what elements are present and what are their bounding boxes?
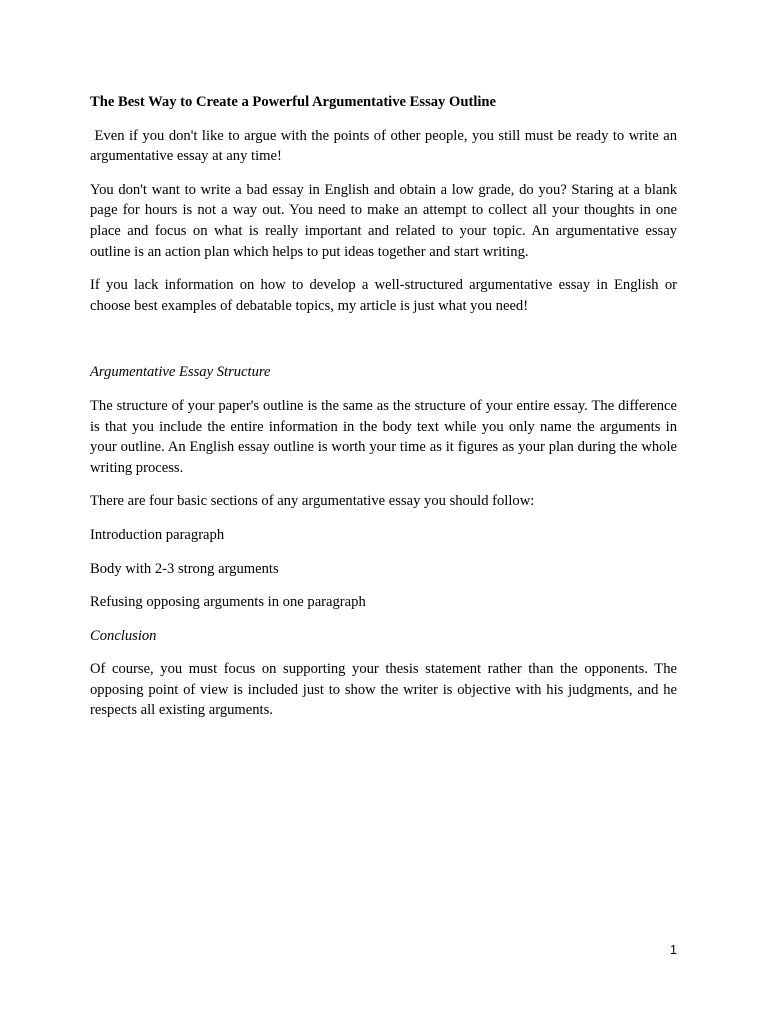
- section-paragraph: The structure of your paper's outline is the same as the structure of your entire essay. The difference is that you include the entire information in the body text while you only name the arguments in your outline. An English essay outline is worth your time as it figures as your plan during the whole writing process.: [90, 397, 677, 476]
- body-paragraph: If you lack information on how to develop a well-structured argumentative essay in English or choose best examples of debatable topics, my article is just what you need!: [90, 277, 677, 314]
- list-item-introduction: Introduction paragraph: [90, 526, 225, 543]
- list-item-conclusion: Conclusion: [90, 627, 157, 644]
- intro-paragraph: Even if you don't like to argue with the points of other people, you still must be ready to write an argumentative essay at any time!: [90, 127, 681, 165]
- list-item-body: Body with 2-3 strong arguments: [90, 560, 279, 577]
- section-heading: Argumentative Essay Structure: [90, 364, 271, 381]
- page-content: [90, 92, 681, 734]
- body-paragraph: You don't want to write a bad essay in English and obtain a low grade, do you? Staring at a blank page for hours is not a way out. You need to make an attempt to collect all your thoughts in one place and focus on what is really important and related to your topic. An argumentative essay outline is an action plan which helps to put ideas together and start writing.: [90, 181, 677, 260]
- section-paragraph: There are four basic sections of any argumentative essay you should follow:: [90, 493, 535, 510]
- closing-paragraph: Of course, you must focus on supporting your thesis statement rather than the opponents. The opposing point of view is included just to show the writer is objective with his judgments, and he respects all existing arguments.: [90, 661, 677, 719]
- document-title: The Best Way to Create a Powerful Argumentative Essay Outline: [90, 94, 497, 110]
- page-number: 1: [670, 943, 677, 957]
- list-item-refusing: Refusing opposing arguments in one paragraph: [90, 594, 366, 611]
- blank-line: [90, 329, 677, 362]
